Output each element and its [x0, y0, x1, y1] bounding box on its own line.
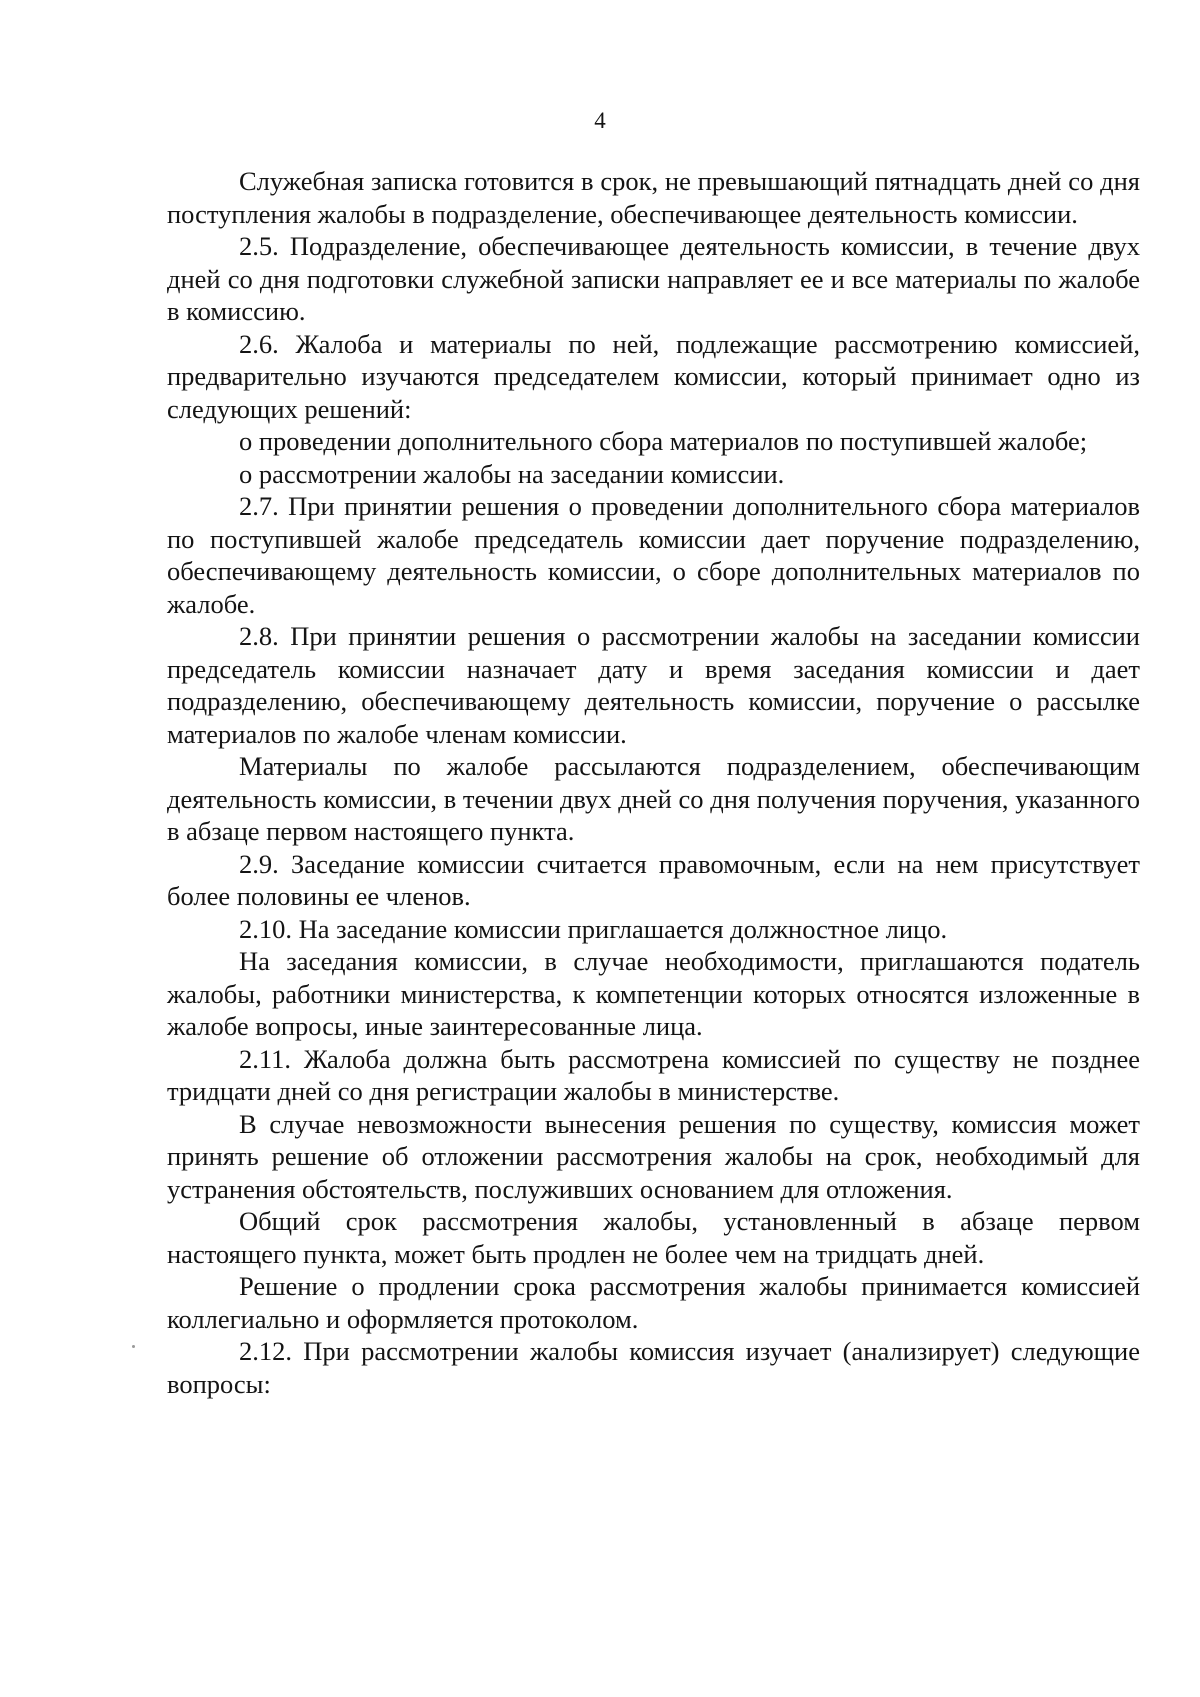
paragraph: В случае невозможности вынесения решения по существу, комиссия может принять решение об отложении рассмотрения жалобы на срок, необходимый для устранения обстоятельств, послуживших основанием для отложения. — [167, 1108, 1140, 1204]
paragraph: 2.8. При принятии решения о рассмотрении жалобы на заседании комиссии председатель комиссии назначает дату и время заседания комиссии и дает подразделению, обеспечивающему деятельность комиссии, поручение о рассылке материалов по жалобе членам комиссии. — [167, 621, 1140, 749]
paragraph: 2.12. При рассмотрении жалобы комиссия изучает (анализирует) следующие вопросы: — [167, 1336, 1140, 1399]
paragraph: о рассмотрении жалобы на заседании комиссии. — [239, 458, 785, 489]
paragraph: 2.6. Жалоба и материалы по ней, подлежащие рассмотрению комиссией, предварительно изучаются председателем комиссии, который принимает одно из следующих решений: — [167, 328, 1140, 424]
paragraph: Служебная записка готовится в срок, не превышающий пятнадцать дней со дня поступления жалобы в подразделение, обеспечивающее деятельность комиссии. — [167, 166, 1140, 229]
paragraph: 2.9. Заседание комиссии считается правомочным, если на нем присутствует более половины ее членов. — [167, 848, 1140, 911]
paragraph: Материалы по жалобе рассылаются подразделением, обеспечивающим деятельность комиссии, в течении двух дней со дня получения поручения, указанного в абзаце первом настоящего пункта. — [167, 751, 1140, 846]
paragraph: Общий срок рассмотрения жалобы, установленный в абзаце первом настоящего пункта, может быть продлен не более чем на тридцать дней. — [167, 1206, 1140, 1269]
paragraph: о проведении дополнительного сбора материалов по поступившей жалобе; — [239, 426, 1088, 456]
paragraph: На заседания комиссии, в случае необходимости, приглашаются податель жалобы, работники министерства, к компетенции которых относятся изложенные в жалобе вопросы, иные заинтересованные лица. — [167, 946, 1140, 1041]
paragraph: 2.5. Подразделение, обеспечивающее деятельность комиссии, в течение двух дней со дня подготовки служебной записки направляет ее и все материалы по жалобе в комиссию. — [167, 231, 1140, 326]
paragraph: Решение о продлении срока рассмотрения жалобы принимается комиссией коллегиально и оформляется протоколом. — [167, 1271, 1140, 1334]
scan-speck — [132, 1345, 135, 1348]
page-number: 4 — [594, 108, 606, 133]
paragraph: 2.10. На заседание комиссии приглашается должностное лицо. — [239, 913, 948, 944]
paragraph: 2.7. При принятии решения о проведении дополнительного сбора материалов по поступившей жалобе председатель комиссии дает поручение подразделению, обеспечивающему деятельность комиссии, о сборе дополнительных материалов по жалобе. — [167, 491, 1140, 619]
document-body — [167, 165, 1140, 1400]
paragraph: 2.11. Жалоба должна быть рассмотрена комиссией по существу не позднее тридцати дней со дня регистрации жалобы в министерстве. — [167, 1043, 1140, 1106]
